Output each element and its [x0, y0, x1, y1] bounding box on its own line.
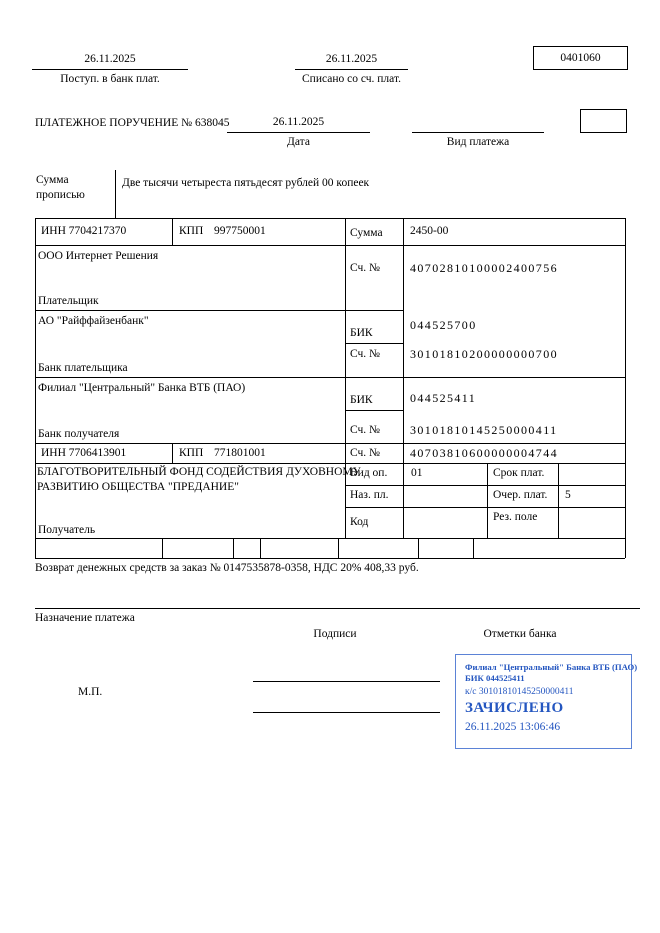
payer-account-label: Сч. № — [350, 262, 381, 274]
table-line — [345, 485, 625, 486]
payer-bank-label: Банк плательщика — [38, 362, 128, 374]
stamp-bank-name: Филиал "Центральный" Банка ВТБ (ПАО) — [465, 662, 638, 672]
table-line — [35, 218, 625, 219]
payer-bank-corr-label: Сч. № — [350, 348, 381, 360]
payer-account: 40702810100002400756 — [410, 261, 558, 275]
recipient-account: 40703810600000004744 — [410, 446, 558, 460]
document-title: ПЛАТЕЖНОЕ ПОРУЧЕНИЕ № 638045 — [35, 117, 230, 129]
table-line — [35, 558, 625, 559]
table-line — [172, 218, 173, 245]
table-line — [558, 463, 559, 538]
ocher-plat-label: Очер. плат. — [493, 489, 548, 501]
stamp-bik: БИК 044525411 — [465, 673, 525, 683]
form-code-box: 0401060 — [533, 46, 628, 70]
table-line — [35, 538, 625, 539]
recipient-bank-label: Банк получателя — [38, 428, 120, 440]
table-line — [172, 443, 173, 463]
vid-op-label: Вид оп. — [350, 467, 388, 479]
signature-line-2 — [253, 712, 440, 713]
received-date-underline — [32, 69, 188, 70]
mp-label: М.П. — [78, 686, 103, 698]
signature-line-1 — [253, 681, 440, 682]
signatures-label: Подписи — [313, 628, 357, 640]
amount-words-label-1: Сумма — [36, 174, 69, 186]
naz-pl-label: Наз. пл. — [350, 489, 389, 501]
recipient-kpp-label: КПП — [179, 447, 204, 459]
payer-kpp-label: КПП — [179, 225, 204, 237]
table-line — [625, 218, 626, 558]
table-line — [35, 218, 36, 558]
table-line — [35, 310, 403, 311]
bank-stamp — [455, 654, 638, 749]
recipient-name-line1: БЛАГОТВОРИТЕЛЬНЫЙ ФОНД СОДЕЙСТВИЯ ДУХОВНОМУ — [37, 466, 361, 478]
payer-bank-bik-label: БИК — [350, 327, 373, 339]
recipient-label: Получатель — [38, 524, 96, 536]
table-line — [35, 443, 625, 444]
payer-bank-bik: 044525700 — [410, 318, 477, 332]
recipient-inn: ИНН 7706413901 — [41, 447, 127, 459]
table-line — [162, 538, 163, 558]
vid-op-value: 01 — [411, 467, 423, 479]
recipient-bank-corr: 30101810145250000411 — [410, 423, 558, 437]
payer-bank-name: АО "Райффайзенбанк" — [38, 315, 149, 327]
table-line — [35, 245, 625, 246]
amount-words-label-2: прописью — [36, 189, 85, 201]
sum-label: Сумма — [350, 227, 383, 239]
kod-label: Код — [350, 516, 369, 528]
purpose-label: Назначение платежа — [35, 612, 135, 624]
debited-date: 26.11.2025 — [325, 53, 378, 65]
table-line — [473, 538, 474, 558]
table-line — [35, 377, 625, 378]
amount-in-words: Две тысячи четыреста пятьдесят рублей 00 копеек — [122, 177, 370, 189]
payment-type-box — [580, 109, 627, 133]
debited-label: Списано со сч. плат. — [302, 73, 401, 85]
recipient-bank-bik: 044525411 — [410, 391, 477, 405]
table-line — [487, 463, 488, 538]
table-line — [345, 218, 346, 538]
date-label: Дата — [287, 136, 310, 148]
received-in-bank-date: 26.11.2025 — [84, 53, 136, 65]
recipient-bank-bik-label: БИК — [350, 394, 373, 406]
debited-date-underline — [295, 69, 408, 70]
payment-type-underline — [412, 132, 544, 133]
purpose-underline — [35, 608, 640, 609]
ocher-plat-value: 5 — [565, 489, 571, 501]
recipient-account-label: Сч. № — [350, 447, 381, 459]
date-underline — [227, 132, 370, 133]
amount-words-divider — [115, 170, 116, 218]
table-line — [345, 410, 403, 411]
table-line — [345, 343, 403, 344]
recipient-bank-corr-label: Сч. № — [350, 424, 381, 436]
recipient-kpp: 771801001 — [214, 447, 266, 459]
received-in-bank-label: Поступ. в банк плат. — [60, 73, 160, 85]
stamp-status: ЗАЧИСЛЕНО — [465, 700, 564, 716]
payment-type-label: Вид платежа — [446, 136, 510, 148]
bank-marks-label: Отметки банка — [483, 628, 557, 640]
table-line — [233, 538, 234, 558]
document-date: 26.11.2025 — [272, 116, 325, 128]
sum-value: 2450-00 — [410, 225, 449, 237]
recipient-bank-name: Филиал "Центральный" Банка ВТБ (ПАО) — [38, 382, 246, 394]
stamp-corr-account: к/с 30101810145250000411 — [465, 687, 574, 697]
recipient-name-line2: РАЗВИТИЮ ОБЩЕСТВА "ПРЕДАНИЕ" — [37, 481, 239, 493]
payer-bank-corr: 30101810200000000700 — [410, 347, 558, 361]
table-line — [403, 218, 404, 538]
table-line — [260, 538, 261, 558]
payer-name: ООО Интернет Решения — [38, 250, 159, 262]
payer-inn: ИНН 7704217370 — [41, 225, 127, 237]
table-line — [338, 538, 339, 558]
payer-label: Плательщик — [38, 295, 99, 307]
stamp-datetime: 26.11.2025 13:06:46 — [465, 721, 561, 733]
rez-pole-label: Рез. поле — [493, 511, 538, 523]
table-line — [418, 538, 419, 558]
table-line — [345, 507, 625, 508]
srok-plat-label: Срок плат. — [493, 467, 545, 479]
purpose-text: Возврат денежных средств за заказ № 0147535878-0358, НДС 20% 408,33 руб. — [35, 562, 419, 574]
table-line — [35, 463, 625, 464]
payer-kpp: 997750001 — [214, 225, 266, 237]
